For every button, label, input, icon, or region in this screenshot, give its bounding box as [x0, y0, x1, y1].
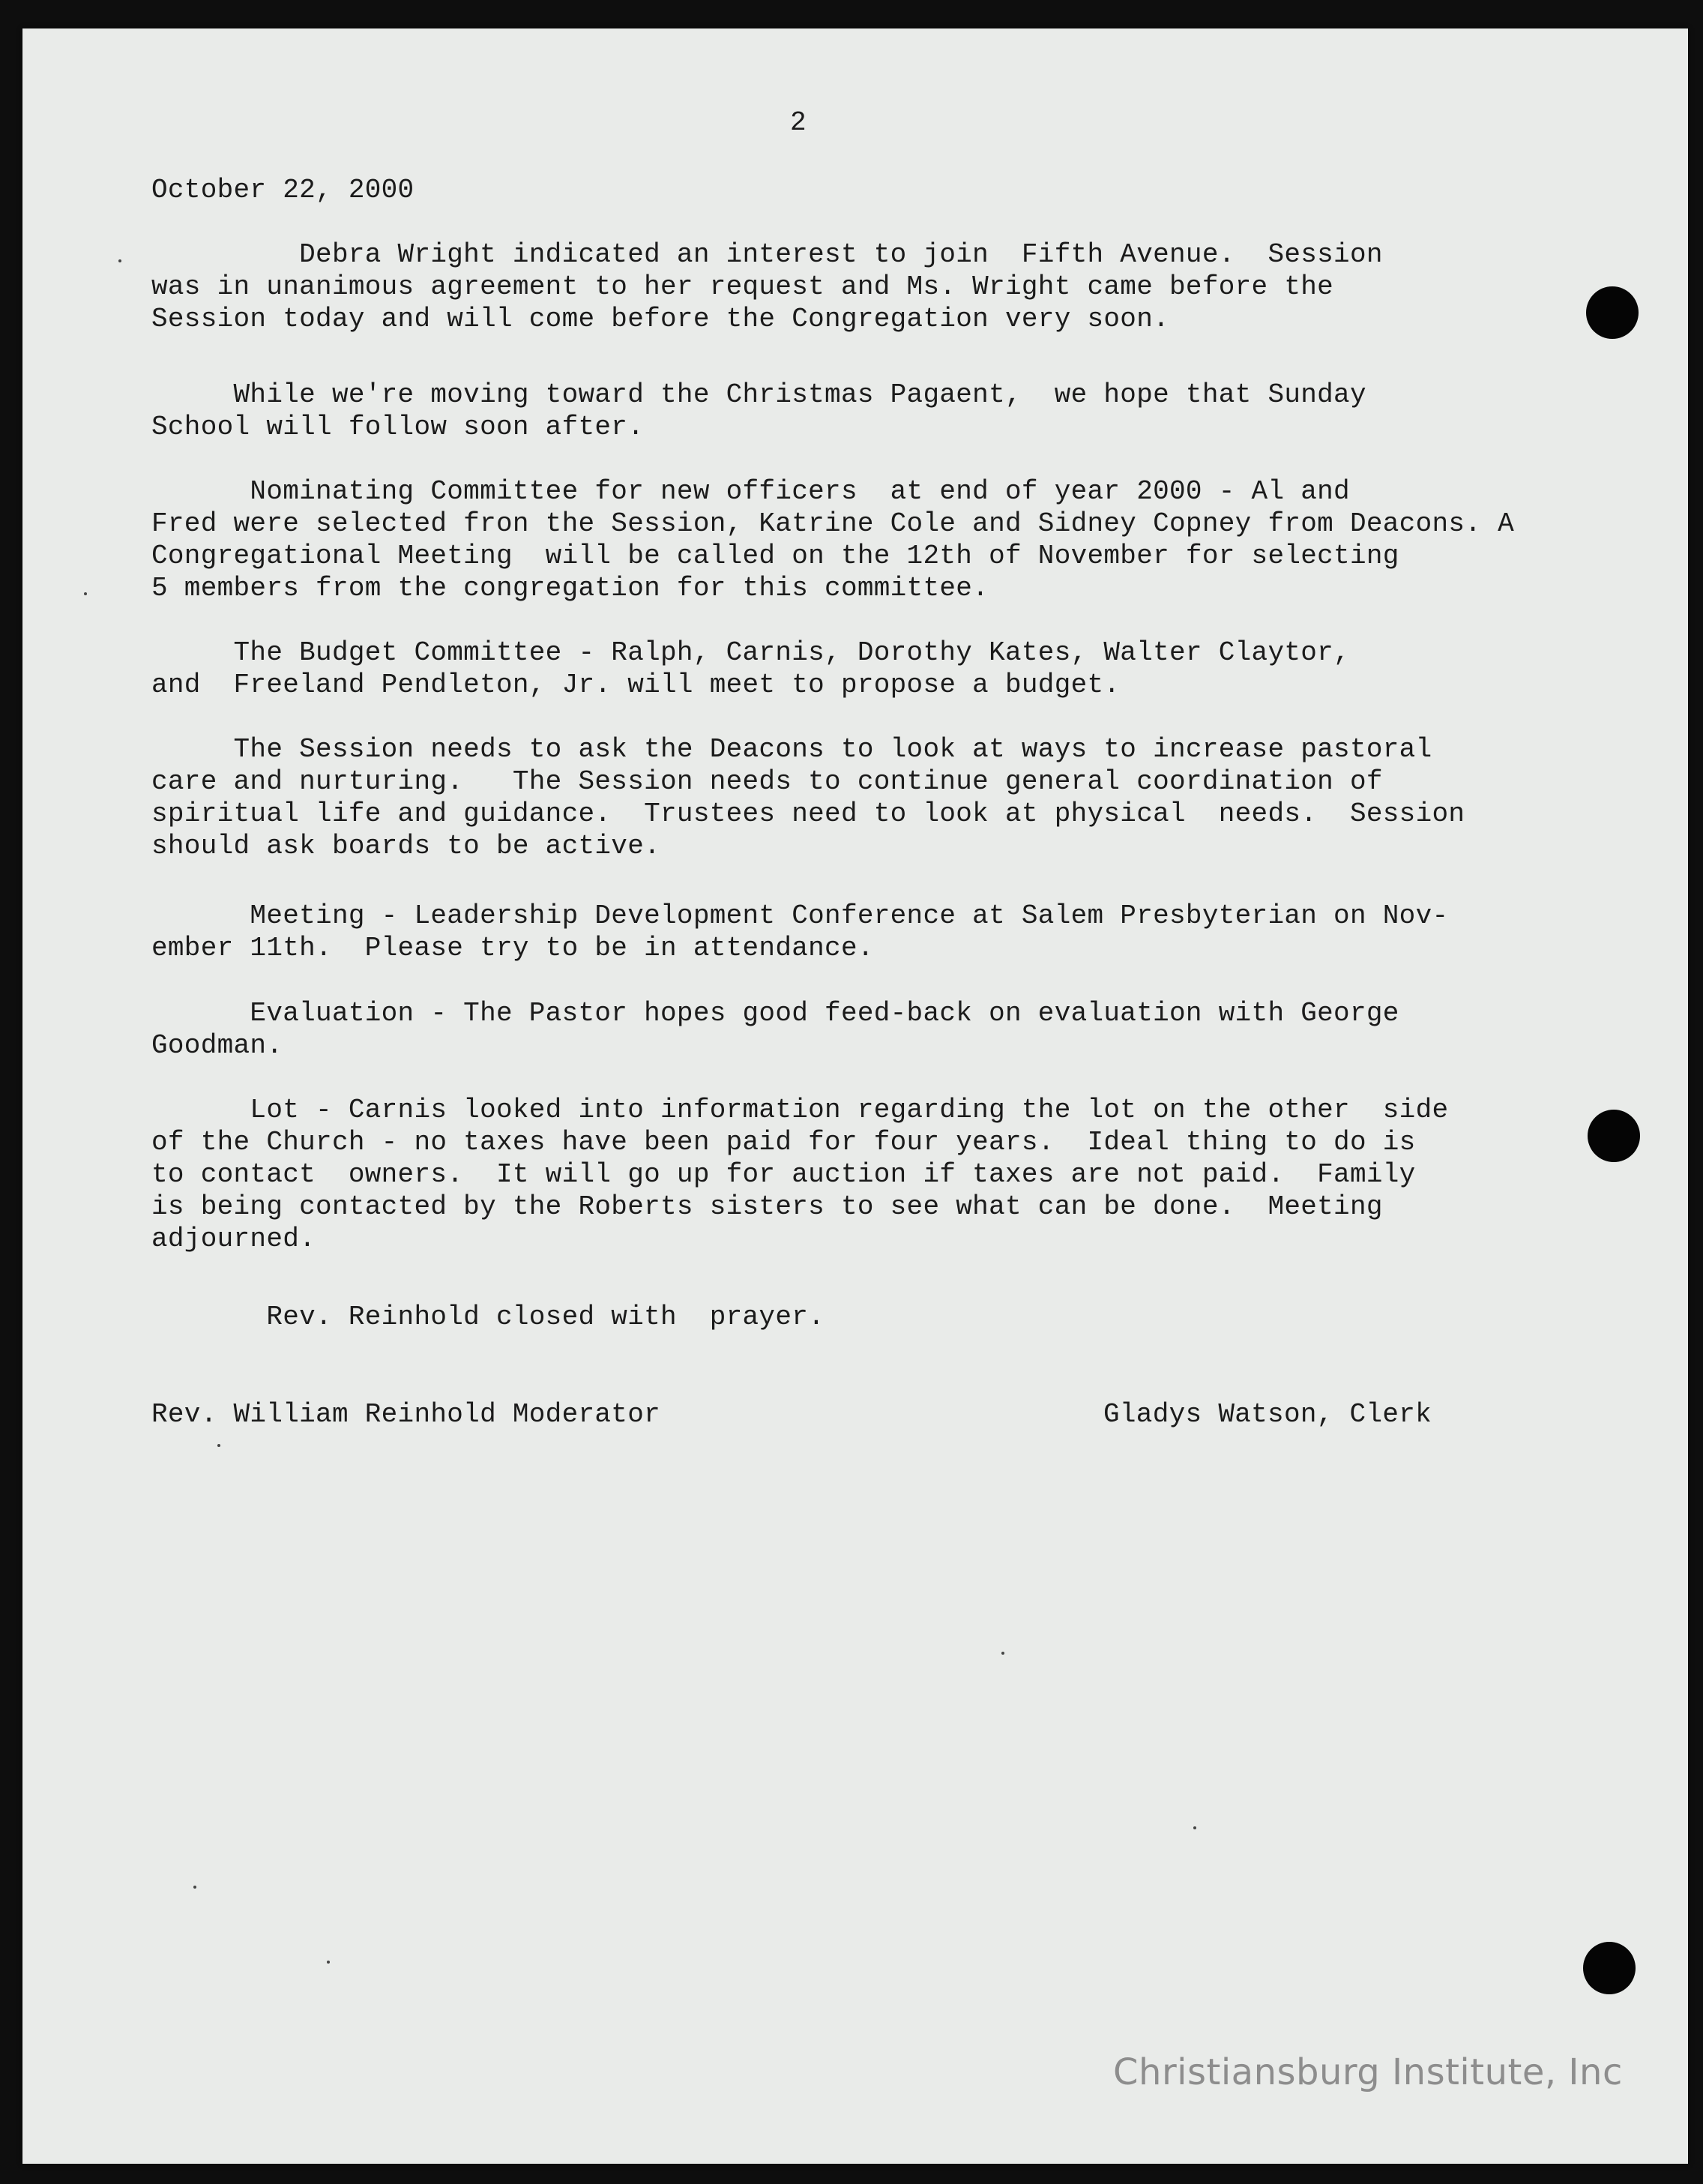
punch-hole-middle [1588, 1110, 1640, 1162]
paragraph-evaluation: Evaluation - The Pastor hopes good feed-back on evaluation with George Goodman. [151, 998, 1399, 1061]
meeting-date: October 22, 2000 [151, 175, 415, 205]
paper-speck [217, 1444, 220, 1447]
paper-speck [327, 1961, 330, 1964]
paper-speck [84, 592, 87, 595]
page-number: 2 [790, 107, 807, 138]
paragraph-nominating-committee: Nominating Committee for new officers at end of year 2000 - Al and Fred were selected fron the Session, Katrine Cole and Sidney Copney from Deacons. A Congregational Meeting will be called on the 12th of November for selecting 5 members from the congregation for this committee. [151, 476, 1514, 604]
clerk-signature: Gladys Watson, Clerk [1103, 1399, 1432, 1430]
paragraph-session-duties: The Session needs to ask the Deacons to look at ways to increase pastoral care and nurturing. The Session needs to continue general coordination of spiritual life and guidance. Trustees need to look at physical needs. Session should ask boards to be active. [151, 734, 1465, 861]
paper-speck [1193, 1826, 1196, 1829]
paragraph-lot: Lot - Carnis looked into information regarding the lot on the other side of the Church - no taxes have been paid for four years. Ideal thing to do is to contact owners. It will go up for auction if taxes are not paid. Family is being contacted by the Roberts sisters to see what can be done. Meeting adjourned. [151, 1095, 1449, 1254]
document-page [22, 28, 1688, 2164]
paragraph-leadership-meeting: Meeting - Leadership Development Conference at Salem Presbyterian on Nov- ember 11th. Please try to be in attendance. [151, 900, 1449, 963]
punch-hole-top [1586, 286, 1639, 339]
paper-speck [118, 259, 121, 262]
closing-prayer: Rev. Reinhold closed with prayer. [151, 1302, 825, 1332]
paper-speck [193, 1886, 196, 1889]
moderator-signature: Rev. William Reinhold Moderator [151, 1399, 661, 1430]
paragraph-christmas-pageant: While we're moving toward the Christmas Pagaent, we hope that Sunday School will follow soon after. [151, 379, 1366, 442]
watermark-text: Christiansburg Institute, Inc [1113, 2051, 1623, 2093]
paragraph-budget-committee: The Budget Committee - Ralph, Carnis, Dorothy Kates, Walter Claytor, and Freeland Pendleton, Jr. will meet to propose a budget. [151, 637, 1350, 700]
paper-speck [1001, 1652, 1004, 1655]
punch-hole-bottom [1583, 1942, 1636, 1994]
paragraph-membership: Debra Wright indicated an interest to join Fifth Avenue. Session was in unanimous agreement to her request and Ms. Wright came before the Session today and will come before the Congregation very soon. [151, 239, 1383, 334]
